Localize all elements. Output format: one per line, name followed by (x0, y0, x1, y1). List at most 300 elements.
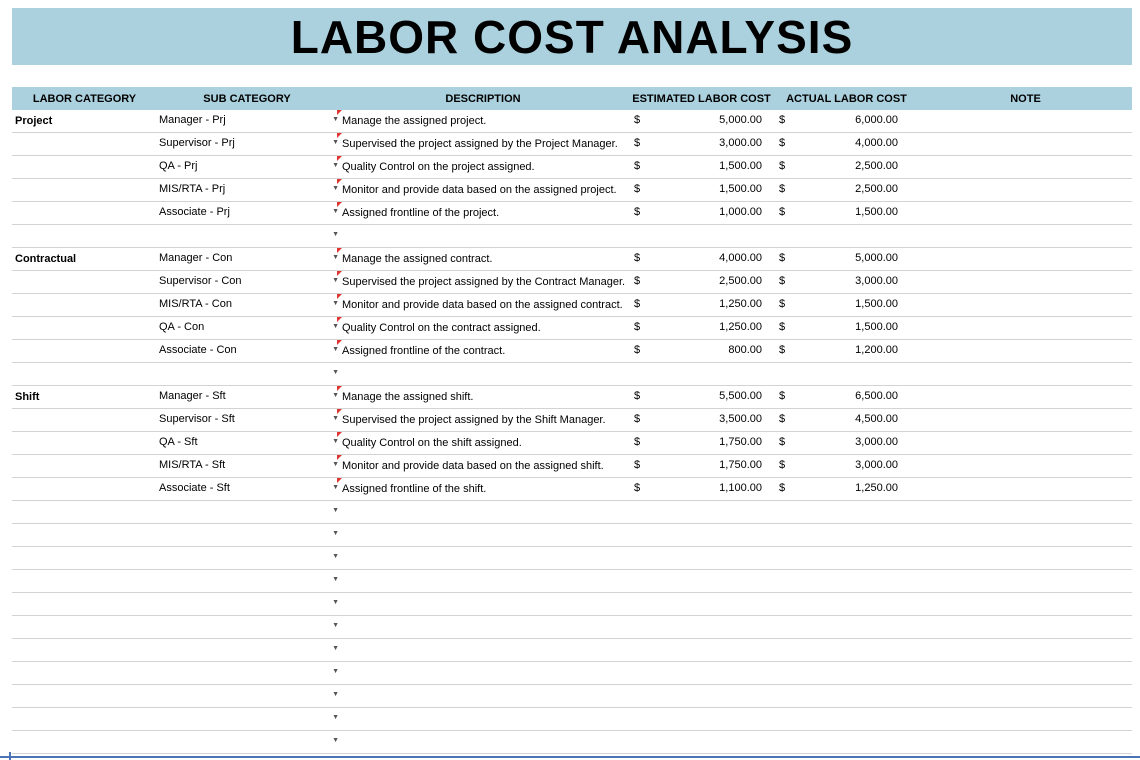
dropdown-arrow-icon[interactable]: ▼ (332, 208, 339, 215)
labor-category-cell[interactable] (12, 616, 337, 639)
comment-flag-icon (337, 386, 342, 391)
estimated-cost-cell[interactable] (629, 340, 774, 363)
estimated-cost-cell[interactable] (629, 708, 774, 731)
actual-cost-cell[interactable] (774, 225, 919, 248)
dropdown-arrow-icon[interactable]: ▼ (332, 645, 339, 652)
note-cell[interactable] (919, 340, 1132, 363)
labor-category-text: Project (15, 115, 53, 127)
table-row (12, 524, 1132, 547)
comment-flag-icon (337, 478, 342, 483)
currency-symbol: $ (634, 436, 641, 448)
currency-symbol: $ (634, 482, 641, 494)
estimated-cost-cell[interactable] (629, 616, 774, 639)
header-sub-category[interactable]: SUB CATEGORY (203, 92, 291, 105)
actual-cost-value: 1,500.00 (855, 298, 898, 310)
comment-flag-icon (337, 179, 342, 184)
dropdown-arrow-icon[interactable]: ▼ (332, 139, 339, 146)
table-row (12, 340, 1132, 363)
dropdown-arrow-icon[interactable]: ▼ (332, 277, 339, 284)
currency-symbol: $ (779, 206, 786, 218)
actual-cost-cell[interactable] (774, 294, 919, 317)
note-cell[interactable] (919, 271, 1132, 294)
dropdown-arrow-icon[interactable]: ▼ (332, 116, 339, 123)
labor-category-cell[interactable] (12, 593, 337, 616)
labor-category-cell[interactable] (12, 294, 337, 317)
dropdown-arrow-icon[interactable]: ▼ (332, 507, 339, 514)
actual-cost-cell[interactable] (774, 340, 919, 363)
note-cell[interactable] (919, 179, 1132, 202)
dropdown-arrow-icon[interactable]: ▼ (332, 691, 339, 698)
actual-cost-cell[interactable] (774, 616, 919, 639)
table-row (12, 478, 1132, 501)
estimated-cost-cell[interactable] (629, 593, 774, 616)
actual-cost-value: 3,000.00 (855, 275, 898, 287)
actual-cost-cell[interactable] (774, 110, 919, 133)
sub-category-text: Associate - Prj (159, 206, 230, 218)
description-cell[interactable] (337, 225, 629, 248)
header-estimated-cost[interactable]: ESTIMATED LABOR COST (629, 87, 774, 110)
dropdown-arrow-icon[interactable]: ▼ (332, 231, 339, 238)
currency-symbol: $ (779, 390, 786, 402)
currency-symbol: $ (634, 160, 641, 172)
labor-category-cell[interactable] (12, 363, 337, 386)
description-text: Quality Control on the contract assigned. (342, 322, 541, 334)
note-cell[interactable] (919, 110, 1132, 133)
estimated-cost-value: 1,500.00 (719, 183, 762, 195)
sub-category-text: QA - Con (159, 321, 205, 333)
dropdown-arrow-icon[interactable]: ▼ (332, 484, 339, 491)
labor-category-cell[interactable] (12, 409, 337, 432)
comment-flag-icon (337, 317, 342, 322)
description-text: Assigned frontline of the project. (342, 207, 500, 219)
note-cell[interactable] (919, 386, 1132, 409)
estimated-cost-cell[interactable] (629, 156, 774, 179)
note-cell[interactable] (919, 501, 1132, 524)
table-row (12, 409, 1132, 432)
estimated-cost-cell[interactable] (629, 455, 774, 478)
header-actual-cost[interactable]: ACTUAL LABOR COST (774, 87, 919, 110)
estimated-cost-cell[interactable] (629, 225, 774, 248)
description-cell[interactable] (337, 708, 629, 731)
labor-category-cell[interactable] (12, 271, 337, 294)
dropdown-arrow-icon[interactable]: ▼ (332, 185, 339, 192)
actual-cost-value: 6,500.00 (855, 390, 898, 402)
description-cell[interactable] (337, 685, 629, 708)
actual-cost-cell[interactable] (774, 501, 919, 524)
note-cell[interactable] (919, 432, 1132, 455)
actual-cost-cell[interactable] (774, 248, 919, 271)
header-labor-category[interactable]: LABOR CATEGORY SUB CATEGORY (12, 87, 337, 110)
actual-cost-cell[interactable] (774, 547, 919, 570)
header-note[interactable]: NOTE (919, 87, 1132, 110)
description-cell[interactable] (337, 202, 629, 225)
currency-symbol: $ (634, 390, 641, 402)
description-cell[interactable] (337, 133, 629, 156)
currency-symbol: $ (634, 183, 641, 195)
actual-cost-value: 3,000.00 (855, 459, 898, 471)
actual-cost-value: 1,200.00 (855, 344, 898, 356)
labor-category-cell[interactable] (12, 501, 337, 524)
header-row (12, 87, 1132, 110)
estimated-cost-cell[interactable] (629, 478, 774, 501)
selection-handle[interactable] (9, 752, 11, 760)
actual-cost-value: 6,000.00 (855, 114, 898, 126)
currency-symbol: $ (779, 114, 786, 126)
labor-category-cell[interactable] (12, 225, 337, 248)
estimated-cost-value: 1,750.00 (719, 459, 762, 471)
description-text: Supervised the project assigned by the Contract Manager. (342, 276, 626, 288)
comment-flag-icon (337, 455, 342, 460)
estimated-cost-cell[interactable] (629, 662, 774, 685)
actual-cost-cell[interactable] (774, 731, 919, 754)
sub-category-text: Supervisor - Prj (159, 137, 235, 149)
note-cell[interactable] (919, 202, 1132, 225)
actual-cost-cell[interactable] (774, 455, 919, 478)
actual-cost-cell[interactable] (774, 685, 919, 708)
table-row (12, 616, 1132, 639)
estimated-cost-value: 4,000.00 (719, 252, 762, 264)
description-cell[interactable] (337, 294, 629, 317)
actual-cost-value: 2,500.00 (855, 160, 898, 172)
currency-symbol: $ (779, 137, 786, 149)
estimated-cost-cell[interactable] (629, 271, 774, 294)
table-row (12, 455, 1132, 478)
sub-category-text: MIS/RTA - Sft (159, 459, 226, 471)
description-cell[interactable] (337, 731, 629, 754)
dropdown-arrow-icon[interactable]: ▼ (332, 553, 339, 560)
labor-category-cell[interactable] (12, 432, 337, 455)
currency-symbol: $ (634, 137, 641, 149)
table-row (12, 133, 1132, 156)
sub-category-text: QA - Sft (159, 436, 198, 448)
description-cell[interactable] (337, 386, 629, 409)
estimated-cost-value: 3,500.00 (719, 413, 762, 425)
note-cell[interactable] (919, 317, 1132, 340)
dropdown-arrow-icon[interactable]: ▼ (332, 438, 339, 445)
description-cell[interactable] (337, 662, 629, 685)
currency-symbol: $ (634, 114, 641, 126)
dropdown-arrow-icon[interactable]: ▼ (332, 346, 339, 353)
table-row (12, 386, 1132, 409)
note-cell[interactable] (919, 731, 1132, 754)
header-description[interactable]: DESCRIPTION (337, 87, 629, 110)
currency-symbol: $ (634, 321, 641, 333)
sub-category-text: Associate - Con (159, 344, 237, 356)
dropdown-arrow-icon[interactable]: ▼ (332, 530, 339, 537)
actual-cost-cell[interactable] (774, 317, 919, 340)
estimated-cost-cell[interactable] (629, 110, 774, 133)
labor-category-cell[interactable] (12, 685, 337, 708)
note-cell[interactable] (919, 708, 1132, 731)
labor-category-text: Contractual (15, 253, 77, 265)
actual-cost-cell[interactable] (774, 432, 919, 455)
actual-cost-value: 1,500.00 (855, 206, 898, 218)
actual-cost-cell[interactable] (774, 363, 919, 386)
table-row (12, 363, 1132, 386)
labor-category-cell[interactable] (12, 110, 337, 133)
comment-flag-icon (337, 432, 342, 437)
description-cell[interactable] (337, 317, 629, 340)
description-cell[interactable] (337, 156, 629, 179)
labor-category-cell[interactable] (12, 570, 337, 593)
comment-flag-icon (337, 409, 342, 414)
labor-category-cell[interactable] (12, 524, 337, 547)
estimated-cost-value: 5,500.00 (719, 390, 762, 402)
labor-category-cell[interactable] (12, 639, 337, 662)
actual-cost-value: 4,500.00 (855, 413, 898, 425)
table-row (12, 225, 1132, 248)
estimated-cost-cell[interactable] (629, 501, 774, 524)
actual-cost-value: 3,000.00 (855, 436, 898, 448)
currency-symbol: $ (779, 252, 786, 264)
description-text: Assigned frontline of the shift. (342, 483, 487, 495)
currency-symbol: $ (779, 160, 786, 172)
actual-cost-cell[interactable] (774, 133, 919, 156)
comment-flag-icon (337, 248, 342, 253)
estimated-cost-value: 3,000.00 (719, 137, 762, 149)
estimated-cost-cell[interactable] (629, 317, 774, 340)
sub-category-text: Associate - Sft (159, 482, 230, 494)
page-title: LABOR COST ANALYSIS (290, 10, 854, 63)
note-cell[interactable] (919, 133, 1132, 156)
table-row (12, 570, 1132, 593)
description-text: Monitor and provide data based on the assigned project. (342, 184, 617, 196)
estimated-cost-value: 1,500.00 (719, 160, 762, 172)
labor-category-cell[interactable] (12, 547, 337, 570)
note-cell[interactable] (919, 662, 1132, 685)
note-cell[interactable] (919, 547, 1132, 570)
description-cell[interactable] (337, 110, 629, 133)
estimated-cost-value: 1,250.00 (719, 321, 762, 333)
sub-category-text: Manager - Prj (159, 114, 226, 126)
dropdown-arrow-icon[interactable]: ▼ (332, 714, 339, 721)
table-row (12, 432, 1132, 455)
actual-cost-cell[interactable] (774, 409, 919, 432)
title-banner (12, 8, 1132, 65)
actual-cost-cell[interactable] (774, 708, 919, 731)
description-text: Monitor and provide data based on the assigned shift. (342, 460, 604, 472)
actual-cost-value: 1,500.00 (855, 321, 898, 333)
note-cell[interactable] (919, 248, 1132, 271)
currency-symbol: $ (634, 344, 641, 356)
actual-cost-cell[interactable] (774, 593, 919, 616)
comment-flag-icon (337, 271, 342, 276)
description-cell[interactable] (337, 248, 629, 271)
dropdown-arrow-icon[interactable]: ▼ (332, 369, 339, 376)
description-text: Assigned frontline of the contract. (342, 345, 506, 357)
description-cell[interactable] (337, 501, 629, 524)
estimated-cost-value: 1,000.00 (719, 206, 762, 218)
note-cell[interactable] (919, 570, 1132, 593)
estimated-cost-cell[interactable] (629, 179, 774, 202)
sub-category-text: Supervisor - Con (159, 275, 242, 287)
description-cell[interactable] (337, 524, 629, 547)
table-row (12, 179, 1132, 202)
currency-symbol: $ (779, 321, 786, 333)
estimated-cost-value: 1,250.00 (719, 298, 762, 310)
table-row (12, 317, 1132, 340)
table-row (12, 202, 1132, 225)
comment-flag-icon (337, 202, 342, 207)
comment-flag-icon (337, 133, 342, 138)
estimated-cost-value: 5,000.00 (719, 114, 762, 126)
estimated-cost-value: 800.00 (728, 344, 762, 356)
description-cell[interactable] (337, 639, 629, 662)
actual-cost-value: 1,250.00 (855, 482, 898, 494)
table-row (12, 593, 1132, 616)
actual-cost-cell[interactable] (774, 524, 919, 547)
estimated-cost-cell[interactable] (629, 731, 774, 754)
actual-cost-cell[interactable] (774, 570, 919, 593)
estimated-cost-cell[interactable] (629, 639, 774, 662)
estimated-cost-cell[interactable] (629, 294, 774, 317)
labor-category-cell[interactable] (12, 731, 337, 754)
labor-category-text: Shift (15, 391, 40, 403)
selection-edge (0, 756, 1140, 758)
note-cell[interactable] (919, 363, 1132, 386)
estimated-cost-cell[interactable] (629, 386, 774, 409)
table-row (12, 547, 1132, 570)
description-cell[interactable] (337, 547, 629, 570)
description-cell[interactable] (337, 616, 629, 639)
note-cell[interactable] (919, 524, 1132, 547)
actual-cost-cell[interactable] (774, 271, 919, 294)
dropdown-arrow-icon[interactable]: ▼ (332, 300, 339, 307)
dropdown-arrow-icon[interactable]: ▼ (332, 254, 339, 261)
note-cell[interactable] (919, 225, 1132, 248)
description-text: Supervised the project assigned by the Project Manager. (342, 138, 618, 150)
note-cell[interactable] (919, 156, 1132, 179)
currency-symbol: $ (779, 436, 786, 448)
currency-symbol: $ (779, 298, 786, 310)
table-row (12, 110, 1132, 133)
sub-category-text: MIS/RTA - Con (159, 298, 232, 310)
currency-symbol: $ (634, 298, 641, 310)
dropdown-arrow-icon[interactable]: ▼ (332, 461, 339, 468)
labor-cost-table (12, 87, 1132, 754)
labor-category-cell[interactable] (12, 202, 337, 225)
labor-category-cell[interactable] (12, 340, 337, 363)
comment-flag-icon (337, 156, 342, 161)
labor-category-cell[interactable] (12, 478, 337, 501)
actual-cost-cell[interactable] (774, 662, 919, 685)
sub-category-text: MIS/RTA - Prj (159, 183, 226, 195)
estimated-cost-cell[interactable] (629, 409, 774, 432)
table-row (12, 156, 1132, 179)
note-cell[interactable] (919, 409, 1132, 432)
estimated-cost-value: 1,750.00 (719, 436, 762, 448)
estimated-cost-cell[interactable] (629, 248, 774, 271)
description-cell[interactable] (337, 478, 629, 501)
labor-category-cell[interactable] (12, 317, 337, 340)
estimated-cost-cell[interactable] (629, 524, 774, 547)
dropdown-arrow-icon[interactable]: ▼ (332, 599, 339, 606)
currency-symbol: $ (779, 413, 786, 425)
estimated-cost-cell[interactable] (629, 133, 774, 156)
estimated-cost-cell[interactable] (629, 570, 774, 593)
dropdown-arrow-icon[interactable]: ▼ (332, 323, 339, 330)
estimated-cost-cell[interactable] (629, 432, 774, 455)
labor-category-cell[interactable] (12, 455, 337, 478)
labor-category-cell[interactable] (12, 662, 337, 685)
actual-cost-value: 4,000.00 (855, 137, 898, 149)
table-row (12, 639, 1132, 662)
comment-flag-icon (337, 340, 342, 345)
actual-cost-cell[interactable] (774, 179, 919, 202)
note-cell[interactable] (919, 478, 1132, 501)
description-cell[interactable] (337, 340, 629, 363)
comment-flag-icon (337, 110, 342, 115)
description-cell[interactable] (337, 593, 629, 616)
actual-cost-cell[interactable] (774, 478, 919, 501)
estimated-cost-cell[interactable] (629, 685, 774, 708)
labor-category-cell[interactable] (12, 133, 337, 156)
table-row (12, 271, 1132, 294)
description-cell[interactable] (337, 570, 629, 593)
description-cell[interactable] (337, 363, 629, 386)
table-row (12, 501, 1132, 524)
currency-symbol: $ (634, 459, 641, 471)
currency-symbol: $ (634, 252, 641, 264)
actual-cost-cell[interactable] (774, 202, 919, 225)
note-cell[interactable] (919, 593, 1132, 616)
description-text: Manage the assigned project. (342, 115, 487, 127)
dropdown-arrow-icon[interactable]: ▼ (332, 415, 339, 422)
actual-cost-cell[interactable] (774, 386, 919, 409)
comment-flag-icon (337, 294, 342, 299)
sub-category-text: Supervisor - Sft (159, 413, 235, 425)
note-cell[interactable] (919, 616, 1132, 639)
labor-category-cell[interactable] (12, 156, 337, 179)
description-cell[interactable] (337, 432, 629, 455)
description-cell[interactable] (337, 179, 629, 202)
note-cell[interactable] (919, 294, 1132, 317)
table-row (12, 685, 1132, 708)
description-cell[interactable] (337, 271, 629, 294)
currency-symbol: $ (634, 275, 641, 287)
dropdown-arrow-icon[interactable]: ▼ (332, 576, 339, 583)
note-cell[interactable] (919, 455, 1132, 478)
currency-symbol: $ (779, 482, 786, 494)
dropdown-arrow-icon[interactable]: ▼ (332, 162, 339, 169)
currency-symbol: $ (779, 183, 786, 195)
estimated-cost-cell[interactable] (629, 202, 774, 225)
labor-category-cell[interactable] (12, 248, 337, 271)
description-cell[interactable] (337, 409, 629, 432)
estimated-cost-cell[interactable] (629, 547, 774, 570)
dropdown-arrow-icon[interactable]: ▼ (332, 622, 339, 629)
estimated-cost-value: 1,100.00 (719, 482, 762, 494)
dropdown-arrow-icon[interactable]: ▼ (332, 392, 339, 399)
note-cell[interactable] (919, 685, 1132, 708)
estimated-cost-cell[interactable] (629, 363, 774, 386)
table-row (12, 731, 1132, 754)
actual-cost-cell[interactable] (774, 639, 919, 662)
currency-symbol: $ (634, 413, 641, 425)
dropdown-arrow-icon[interactable]: ▼ (332, 737, 339, 744)
labor-category-cell[interactable] (12, 179, 337, 202)
dropdown-arrow-icon[interactable]: ▼ (332, 668, 339, 675)
description-text: Quality Control on the project assigned. (342, 161, 535, 173)
description-text: Manage the assigned shift. (342, 391, 474, 403)
labor-category-cell[interactable] (12, 386, 337, 409)
note-cell[interactable] (919, 639, 1132, 662)
description-cell[interactable] (337, 455, 629, 478)
estimated-cost-value: 2,500.00 (719, 275, 762, 287)
currency-symbol: $ (779, 275, 786, 287)
actual-cost-cell[interactable] (774, 156, 919, 179)
labor-category-cell[interactable] (12, 708, 337, 731)
